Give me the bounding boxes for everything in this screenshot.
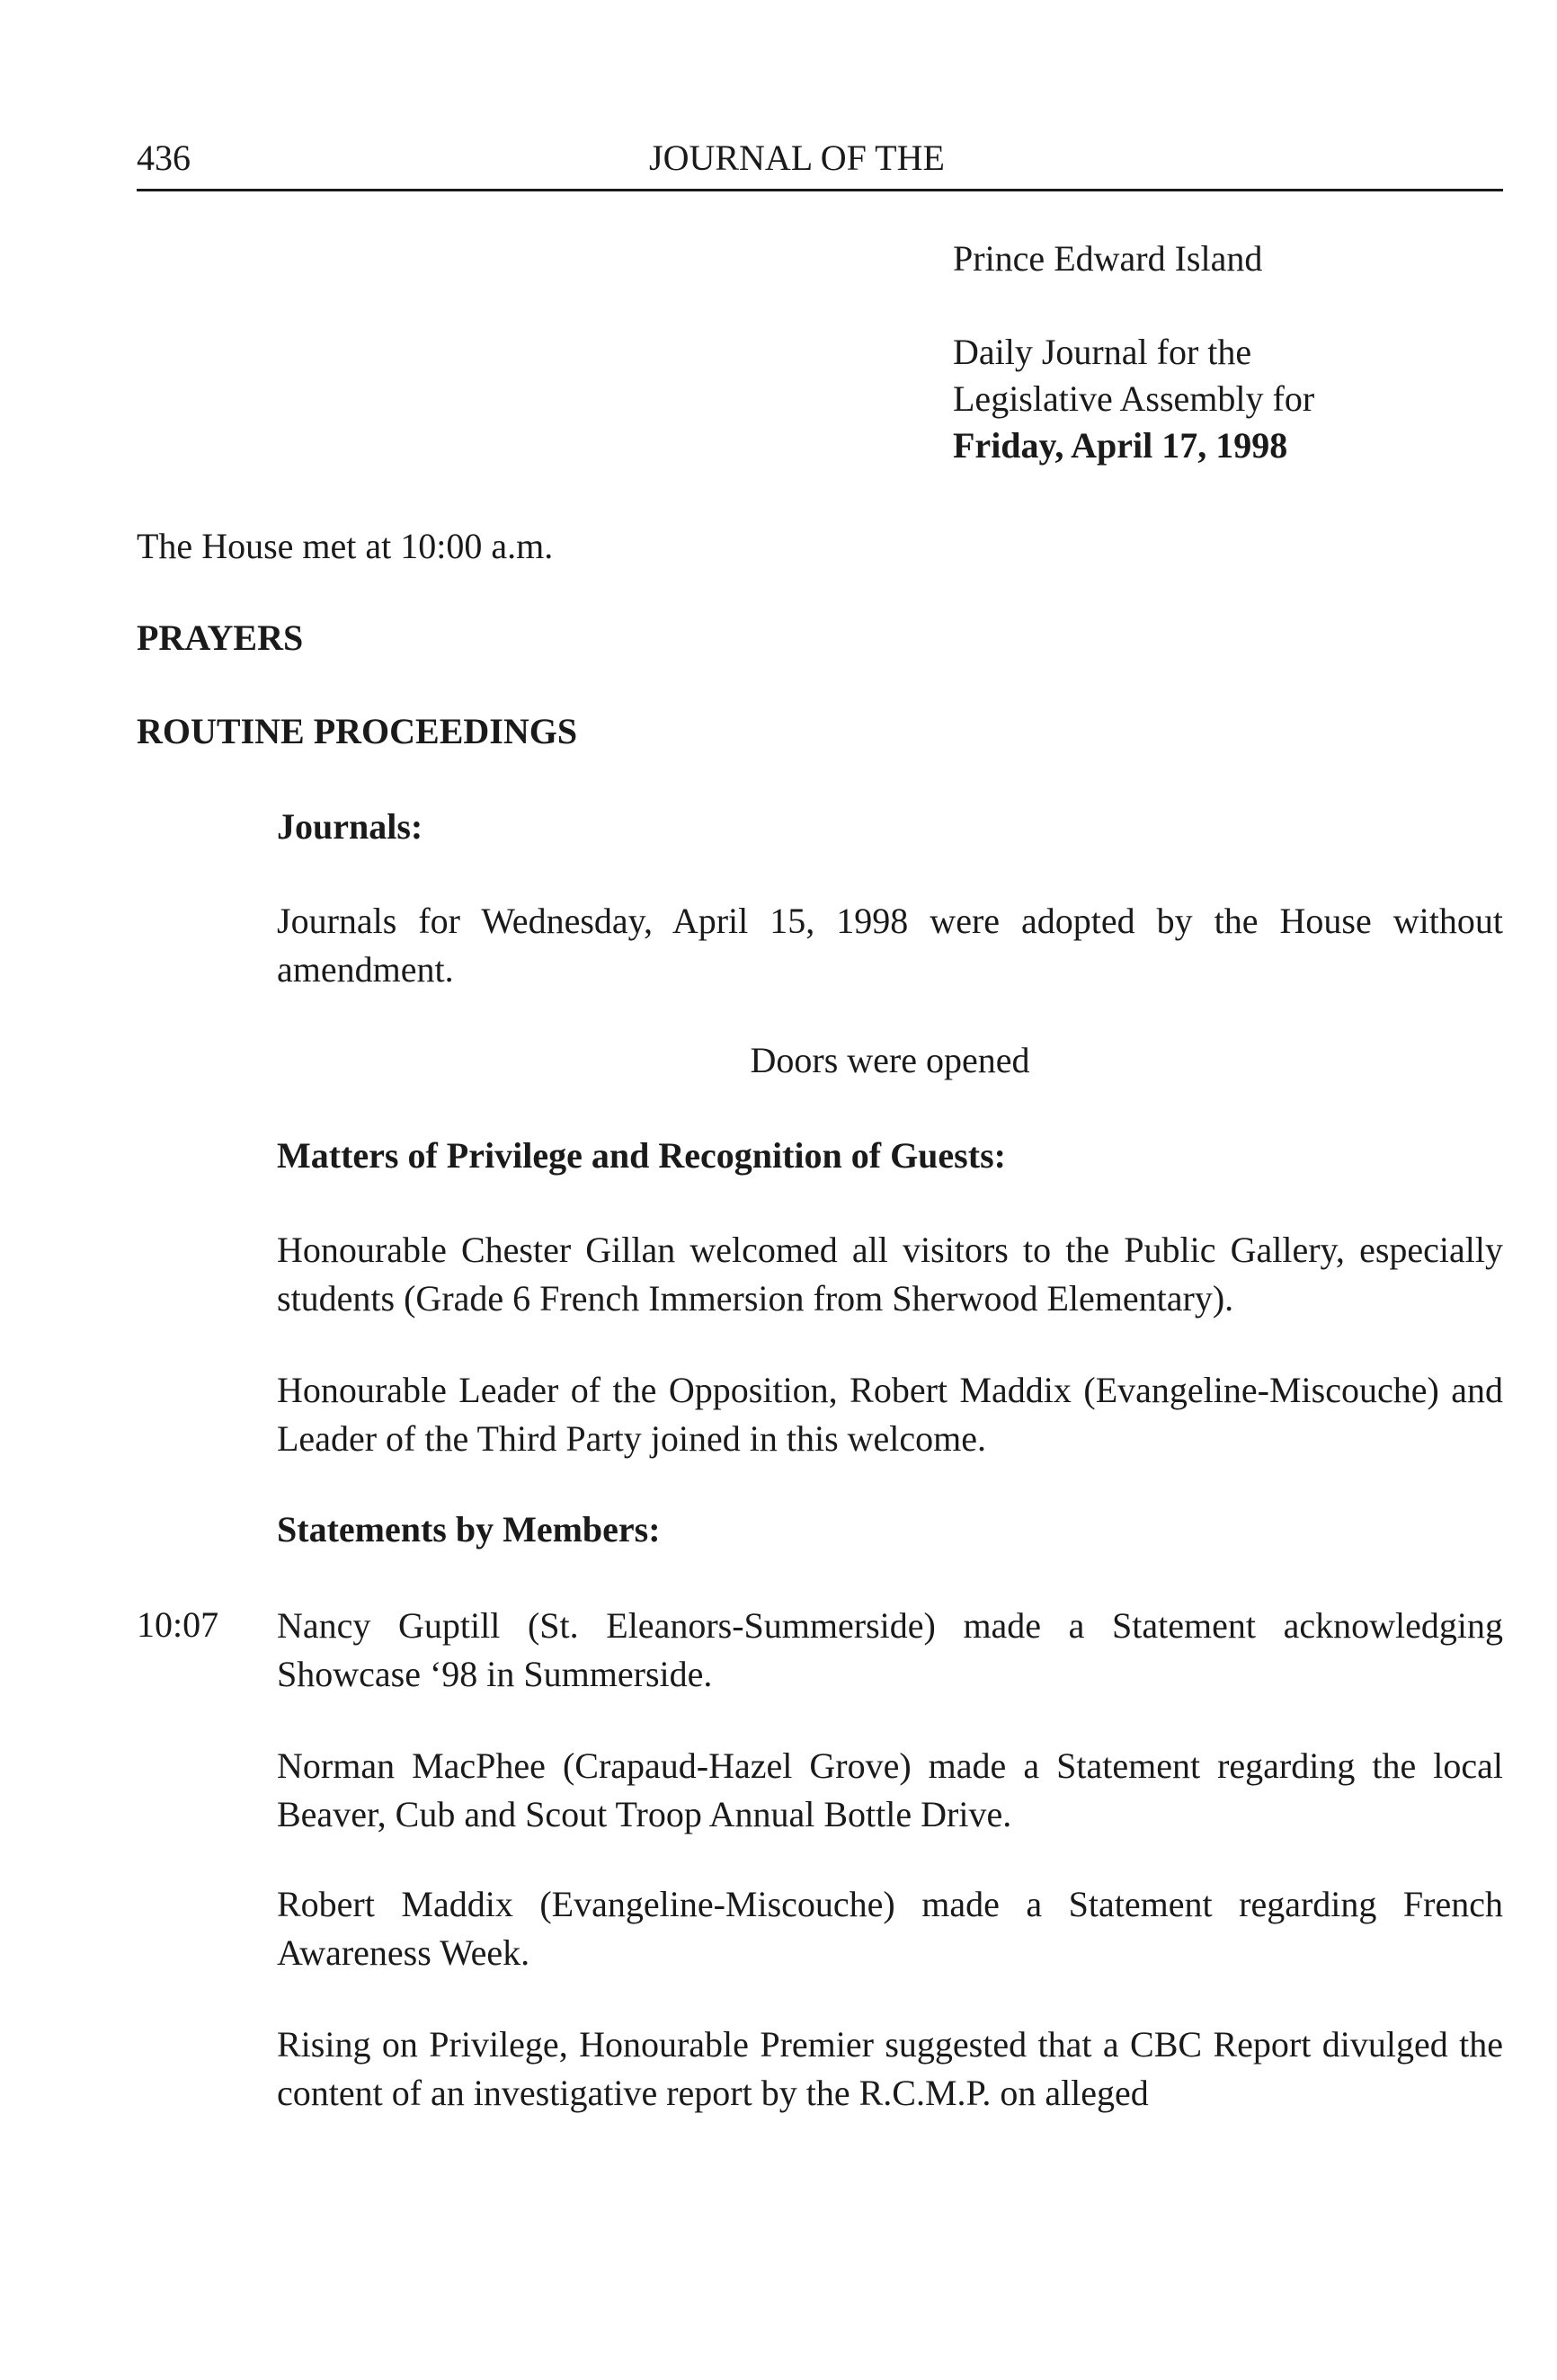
margin-time: 10:07 bbox=[137, 1604, 219, 1645]
province-name: Prince Edward Island bbox=[953, 238, 1263, 279]
masthead-line-1: Daily Journal for the bbox=[953, 332, 1252, 372]
page-number: 436 bbox=[137, 138, 191, 178]
routine-proceedings-heading: ROUTINE PROCEEDINGS bbox=[137, 711, 578, 751]
statement-paragraph-3: Robert Maddix (Evangeline-Miscouche) made a Statement regarding French Awareness Week. bbox=[277, 1884, 1503, 1973]
journals-paragraph: Journals for Wednesday, April 15, 1998 were adopted by the House without amendment. bbox=[277, 901, 1503, 990]
masthead-spacer bbox=[953, 282, 1314, 329]
privilege-paragraph-1: Honourable Chester Gillan welcomed all visitors to the Public Gallery, especially students (Grade 6 French Immersion from Sherwood Elementary). bbox=[277, 1230, 1503, 1319]
prayers-heading: PRAYERS bbox=[137, 617, 304, 658]
running-title: JOURNAL OF THE bbox=[649, 138, 945, 178]
doors-opened-note: Doors were opened bbox=[750, 1040, 1030, 1080]
masthead bbox=[953, 235, 1314, 469]
journals-heading: Journals: bbox=[277, 806, 423, 847]
sitting-time: The House met at 10:00 a.m. bbox=[137, 526, 554, 566]
privilege-heading: Matters of Privilege and Recognition of Guests: bbox=[277, 1135, 1006, 1176]
statement-paragraph-1: Nancy Guptill (St. Eleanors-Summerside) made a Statement acknowledging Showcase ‘98 in Summerside. bbox=[277, 1605, 1503, 1694]
rising-on-privilege-paragraph: Rising on Privilege, Honourable Premier suggested that a CBC Report divulged the content of an investigative report by the R.C.M.P. on alleged bbox=[277, 2024, 1503, 2113]
privilege-paragraph-2: Honourable Leader of the Opposition, Robert Maddix (Evangeline-Miscouche) and Leader of the Third Party joined in this welcome. bbox=[277, 1370, 1503, 1459]
statements-heading: Statements by Members: bbox=[277, 1509, 661, 1550]
header-rule bbox=[137, 189, 1503, 191]
journal-date: Friday, April 17, 1998 bbox=[953, 425, 1288, 466]
statement-paragraph-2: Norman MacPhee (Crapaud-Hazel Grove) made a Statement regarding the local Beaver, Cub and Scout Troop Annual Bottle Drive. bbox=[277, 1745, 1503, 1834]
masthead-line-2: Legislative Assembly for bbox=[953, 378, 1315, 419]
